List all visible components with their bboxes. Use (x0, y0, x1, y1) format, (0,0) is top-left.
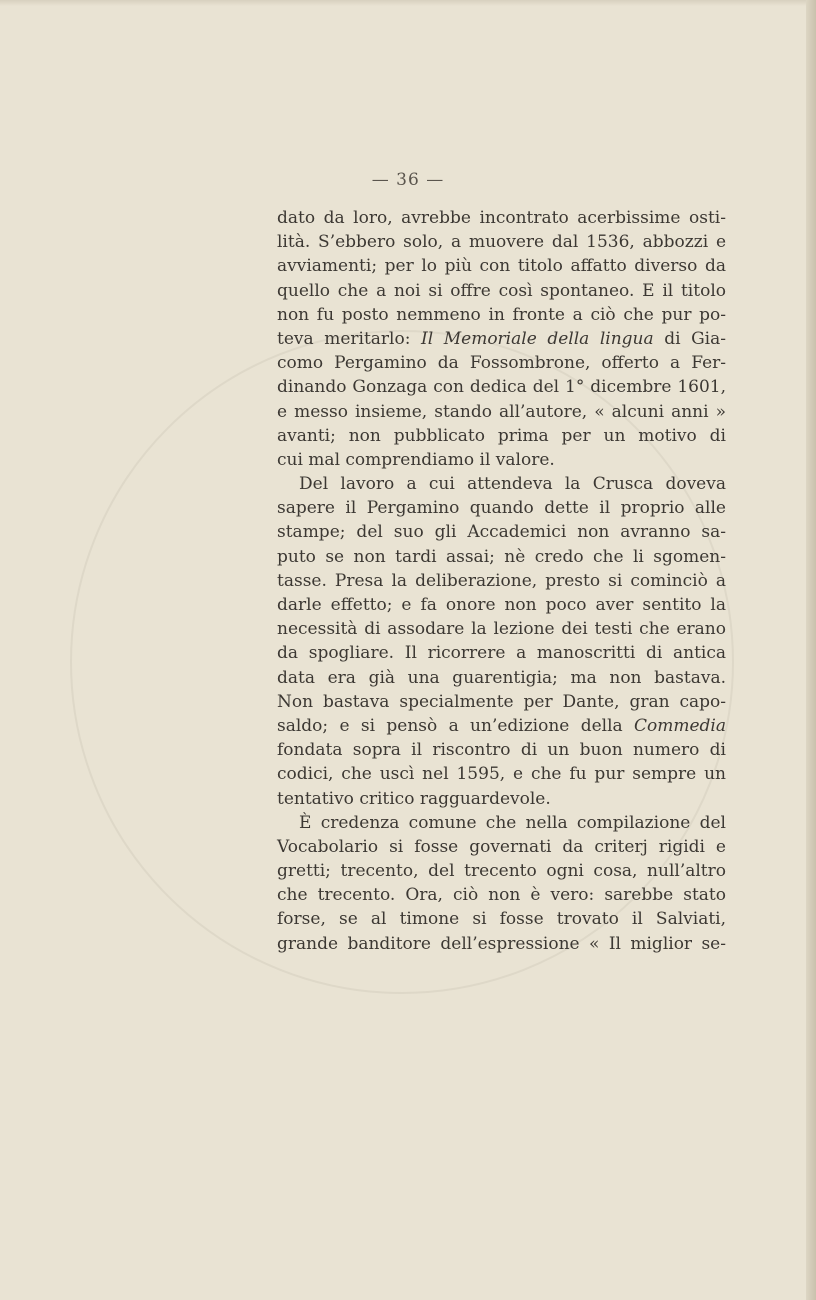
paragraph-start-line: È credenza comune che nella compilazione del (299, 812, 726, 833)
text-line: data era già una guarentigia; ma non bastava. (277, 667, 726, 688)
text-line: Non bastava specialmente per Dante, gran capo- (277, 691, 726, 712)
text-line: darle effetto; e fa onore non poco aver sentito la (277, 595, 726, 615)
text-line: e messo insieme, stando all’autore, « alcuni anni » (277, 401, 726, 422)
text-line: saldo; e si pensò a un’edizione della Commedia (277, 715, 726, 736)
text-line: Vocabolario si fosse governati da criterj rigidi e (277, 836, 726, 857)
text-line: cui mal comprendiamo il valore. (277, 449, 555, 470)
text-line: como Pergamino da Fossombrone, offerto a Fer- (277, 353, 726, 374)
text-line: sapere il Pergamino quando dette il proprio alle (277, 498, 726, 519)
text-line: puto se non tardi assai; nè credo che li sgomen- (277, 546, 726, 567)
page-right-edge (806, 0, 816, 1300)
text-line: non fu posto nemmeno in fronte a ciò che pur po- (277, 304, 726, 325)
text-line: dato da loro, avrebbe incontrato acerbissime osti- (277, 208, 726, 228)
text-line: dinando Gonzaga con dedica del 1° dicembre 1601, (277, 377, 726, 398)
page-number: — 36 — (371, 170, 445, 190)
text-line: teva meritarlo: Il Memoriale della lingua di Gia- (277, 328, 726, 349)
paragraph-start-line: Del lavoro a cui attendeva la Crusca doveva (299, 474, 726, 495)
text-line: lità. S’ebbero solo, a muovere dal 1536, abbozzi e (277, 232, 726, 253)
body-text (277, 206, 726, 956)
text-line: tentativo critico ragguardevole. (277, 788, 551, 809)
text-line: da spogliare. Il ricorrere a manoscritti di antica (277, 643, 726, 664)
page-top-edge (0, 0, 816, 6)
text-line: stampe; del suo gli Accademici non avranno sa- (277, 522, 726, 543)
text-line: forse, se al timone si fosse trovato il Salviati, (277, 909, 726, 930)
text-line: necessità di assodare la lezione dei testi che erano (277, 619, 726, 640)
text-line: gretti; trecento, del trecento ogni cosa, null’altro (277, 861, 726, 882)
text-line: grande banditore dell’espressione « Il miglior se- (277, 933, 726, 954)
text-line: quello che a noi si offre così spontaneo. E il titolo (277, 280, 726, 301)
book-title-italic: Il Memoriale della lingua (421, 328, 654, 349)
text-line: avviamenti; per lo più con titolo affatto diverso da (277, 256, 726, 277)
text-line: che trecento. Ora, ciò non è vero: sarebbe stato (277, 885, 726, 906)
text-line: tasse. Presa la deliberazione, presto si cominciò a (277, 570, 726, 591)
text-line: fondata sopra il riscontro di un buon numero di (277, 740, 726, 761)
text-line: codici, che uscì nel 1595, e che fu pur sempre un (277, 764, 726, 785)
text-line: avanti; non pubblicato prima per un motivo di (277, 425, 726, 446)
book-title-italic: Commedia (634, 715, 726, 736)
